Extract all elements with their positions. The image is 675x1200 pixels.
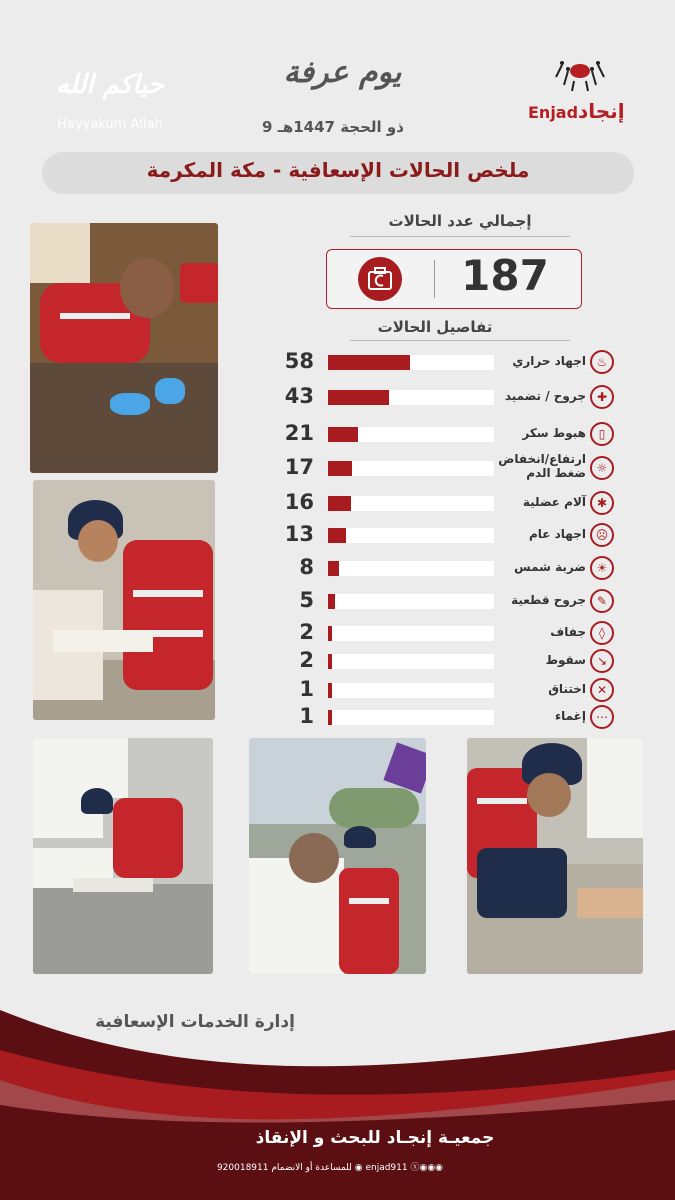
bandage-icon: ✚ [590, 385, 614, 409]
bar-track [328, 594, 494, 609]
event-title: يوم عرفة [283, 55, 402, 90]
bar [328, 710, 332, 725]
bar-value-label: 16 [284, 490, 314, 514]
bar [328, 561, 339, 576]
department-label: إدارة الخدمات الإسعافية [95, 1012, 295, 1032]
bar-value-label: 2 [299, 620, 314, 644]
photo-paramedic-treating-feet [467, 738, 643, 974]
bar-row [270, 490, 620, 518]
bar-track [328, 528, 494, 543]
photo-paramedic-treating-foot [30, 223, 218, 473]
bar-row [270, 704, 620, 732]
heat-icon: ♨ [590, 350, 614, 374]
bar [328, 390, 389, 405]
bar-track [328, 390, 494, 405]
photo-paramedic-bandaging-arm [33, 480, 215, 720]
bar-row [270, 384, 620, 412]
bar [328, 683, 332, 698]
bar [328, 496, 351, 511]
glucose-icon: ▯ [590, 422, 614, 446]
total-label: إجمالي عدد الحالات [388, 212, 532, 230]
bar-category-label: جروح / تضميد [504, 389, 586, 403]
event-date: 9 ذو الحجة 1447هـ [262, 118, 404, 136]
muscle-icon: ✱ [590, 491, 614, 515]
bar [328, 355, 410, 370]
drop-icon: ◊ [590, 621, 614, 645]
sun-icon: ☀ [590, 556, 614, 580]
bar-row [270, 648, 620, 676]
bar-value-label: 13 [284, 522, 314, 546]
divider [434, 260, 435, 298]
bar-value-label: 58 [284, 349, 314, 373]
bar-track [328, 710, 494, 725]
bar-row [270, 452, 620, 483]
bar-value-label: 43 [284, 384, 314, 408]
bar-value-label: 17 [284, 455, 314, 479]
bar [328, 461, 352, 476]
bar-category-label: اختناق [548, 682, 586, 696]
bar-row [270, 677, 620, 705]
bar-category-label: سقوط [545, 653, 586, 667]
bar-row [270, 421, 620, 449]
bar-track [328, 561, 494, 576]
enjad-logo [520, 55, 650, 135]
bar-row [270, 349, 620, 377]
bar [328, 654, 332, 669]
divider [350, 340, 570, 341]
photo-paramedic-assisting-pilgrim [249, 738, 426, 974]
contact-line: للمساعدة أو الانضمام 920018911 ◉ enjad911 ⓧ◉◉◉ [216, 1163, 444, 1173]
bar-category-label: جفاف [550, 625, 586, 639]
bar-track [328, 683, 494, 698]
bar-category-label: جروح قطعية [511, 593, 586, 607]
brand-en: Enjad [528, 103, 579, 122]
bar-track [328, 355, 494, 370]
bar-value-label: 2 [299, 648, 314, 672]
bar-category-label: ضربة شمس [514, 560, 586, 574]
people-circle-icon [550, 55, 610, 95]
bar-track [328, 461, 494, 476]
bar-track [328, 427, 494, 442]
first-aid-kit-icon [358, 257, 402, 301]
bar [328, 594, 335, 609]
bar-track [328, 626, 494, 641]
bar-value-label: 21 [284, 421, 314, 445]
bar-category-label: اجهاد حراري [512, 354, 586, 368]
details-label: تفاصيل الحالات [377, 318, 493, 336]
pressure-icon: ☼ [590, 456, 614, 480]
organization-name: جمعيـة إنجـاد للبحث و الإنقاذ [255, 1128, 495, 1148]
bar-row [270, 522, 620, 550]
faint-icon: ⋯ [590, 705, 614, 729]
bar [328, 528, 346, 543]
bar-value-label: 8 [299, 555, 314, 579]
photo-paramedics-on-street [33, 738, 213, 974]
fatigue-icon: ☹ [590, 523, 614, 547]
bar-value-label: 1 [299, 704, 314, 728]
total-value: 187 [461, 251, 549, 300]
bar-category-label: ارتفاع/انخفاض ضغط الدم [498, 452, 586, 480]
divider [350, 236, 570, 237]
bar-category-label: إغماء [555, 709, 586, 723]
bar-category-label: آلام عضلية [522, 495, 586, 509]
cut-icon: ✎ [590, 589, 614, 613]
choking-icon: ✕ [590, 678, 614, 702]
greeting-en: Hayyakum Allah [57, 117, 163, 132]
bar-category-label: هبوط سكر [522, 426, 586, 440]
bar-track [328, 654, 494, 669]
bar [328, 626, 332, 641]
bar-track [328, 496, 494, 511]
bar-value-label: 1 [299, 677, 314, 701]
greeting-ar: حياكم الله [55, 70, 165, 100]
brand-ar: إنجاد [578, 99, 625, 123]
summary-title: ملخص الحالات الإسعافية - مكة المكرمة [146, 158, 530, 182]
bar-value-label: 5 [299, 588, 314, 612]
fall-icon: ↘ [590, 649, 614, 673]
bar-row [270, 555, 620, 583]
bar-row [270, 588, 620, 616]
bar-row [270, 620, 620, 648]
bar-category-label: اجهاد عام [528, 527, 586, 541]
bar [328, 427, 358, 442]
